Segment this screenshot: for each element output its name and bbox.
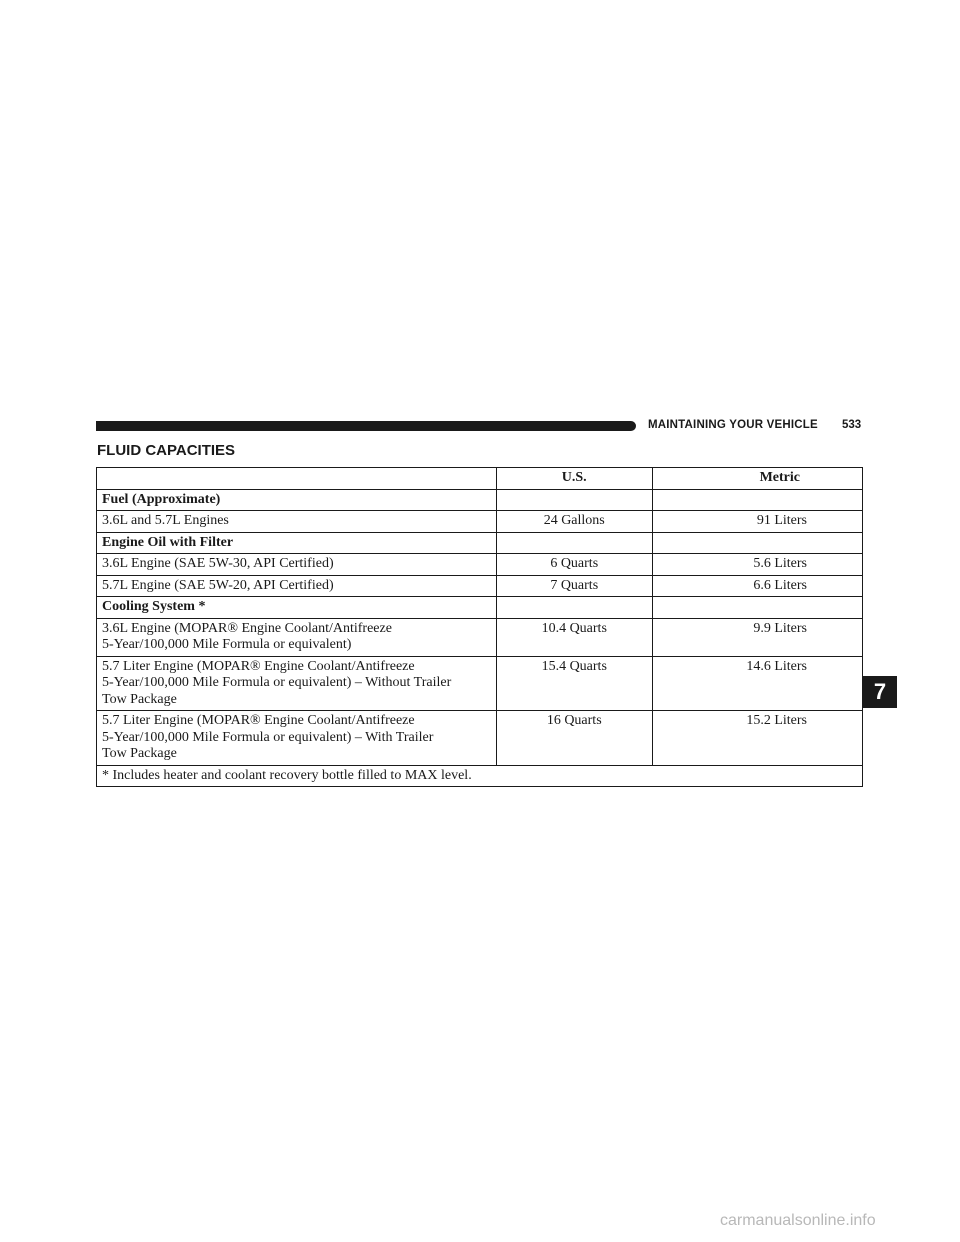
row-metric-value — [652, 489, 862, 511]
row-metric-value: 5.6 Liters — [652, 554, 862, 576]
row-item: 3.6L Engine (MOPAR® Engine Coolant/Antifreeze 5-Year/100,000 Mile Formula or equivalent) — [97, 618, 497, 656]
watermark-text: carmanualsonline.info — [720, 1212, 876, 1229]
row-us-value: 10.4 Quarts — [496, 618, 652, 656]
table-body — [97, 489, 863, 787]
table-row — [97, 511, 863, 533]
row-item: 5.7 Liter Engine (MOPAR® Engine Coolant/Antifreeze 5-Year/100,000 Mile Formula or equivalent) – With Trailer Tow Package — [97, 711, 497, 766]
row-metric-value: 91 Liters — [652, 511, 862, 533]
row-item: Cooling System * — [97, 597, 497, 619]
table-header-row — [97, 468, 863, 490]
row-us-value — [496, 489, 652, 511]
row-us-value: 24 Gallons — [496, 511, 652, 533]
row-us-value: 15.4 Quarts — [496, 656, 652, 711]
column-header-metric: Metric — [652, 468, 862, 490]
row-us-value: 16 Quarts — [496, 711, 652, 766]
row-metric-value: 6.6 Liters — [652, 575, 862, 597]
table-footnote: * Includes heater and coolant recovery bottle filled to MAX level. — [97, 765, 863, 787]
row-item: 5.7 Liter Engine (MOPAR® Engine Coolant/Antifreeze 5-Year/100,000 Mile Formula or equivalent) – Without Trailer Tow Package — [97, 656, 497, 711]
row-us-value: 7 Quarts — [496, 575, 652, 597]
table-footnote-row — [97, 765, 863, 787]
table-row — [97, 597, 863, 619]
row-item: 5.7L Engine (SAE 5W-20, API Certified) — [97, 575, 497, 597]
chapter-tab: 7 — [863, 676, 897, 708]
row-metric-value: 15.2 Liters — [652, 711, 862, 766]
table-row — [97, 532, 863, 554]
page-title: FLUID CAPACITIES — [97, 442, 236, 459]
row-metric-value: 14.6 Liters — [652, 656, 862, 711]
row-us-value — [496, 597, 652, 619]
row-item: Engine Oil with Filter — [97, 532, 497, 554]
row-item: Fuel (Approximate) — [97, 489, 497, 511]
row-us-value — [496, 532, 652, 554]
header-rule-bar — [96, 421, 636, 431]
row-item: 3.6L Engine (SAE 5W-30, API Certified) — [97, 554, 497, 576]
table-row — [97, 575, 863, 597]
row-metric-value: 9.9 Liters — [652, 618, 862, 656]
row-metric-value — [652, 532, 862, 554]
column-header-us: U.S. — [496, 468, 652, 490]
table-row — [97, 554, 863, 576]
table-row — [97, 656, 863, 711]
fluid-capacities-table — [96, 467, 863, 787]
table-row — [97, 618, 863, 656]
row-us-value: 6 Quarts — [496, 554, 652, 576]
section-label: MAINTAINING YOUR VEHICLE — [648, 419, 818, 431]
column-header-item — [97, 468, 497, 490]
table-row — [97, 489, 863, 511]
row-metric-value — [652, 597, 862, 619]
table-row — [97, 711, 863, 766]
page-number: 533 — [842, 419, 862, 431]
row-item: 3.6L and 5.7L Engines — [97, 511, 497, 533]
